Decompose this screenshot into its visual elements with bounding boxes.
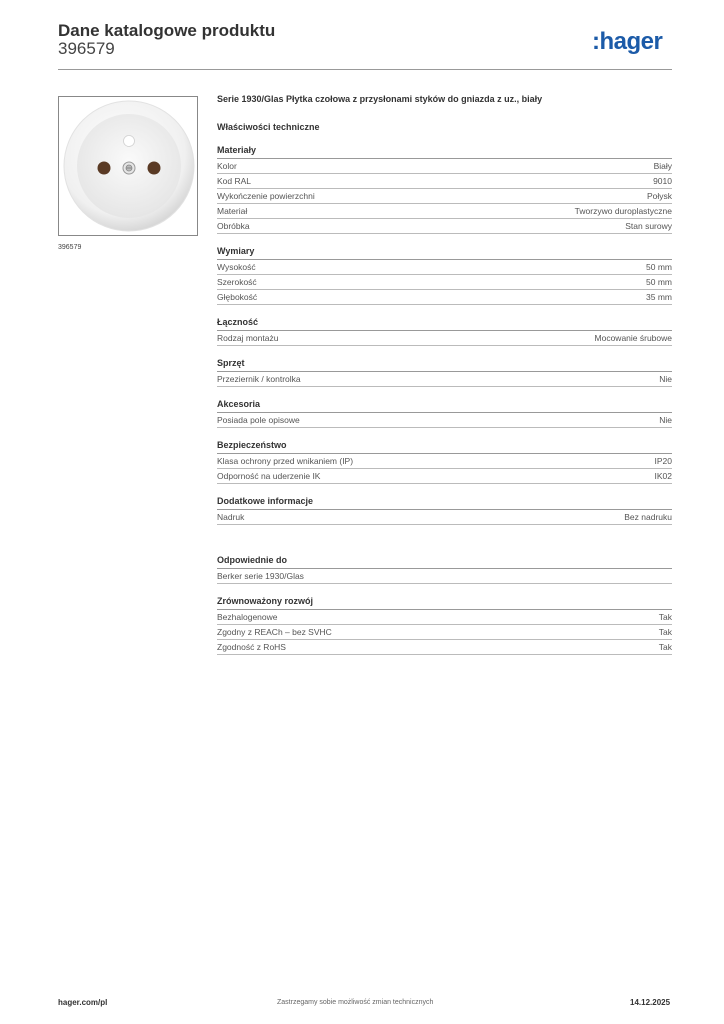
spec-row (217, 219, 672, 234)
spec-value: Nie (659, 374, 672, 384)
product-number: 396579 (58, 39, 115, 58)
spec-value: 9010 (653, 176, 672, 186)
spec-value: Nie (659, 415, 672, 425)
group-title: Dodatkowe informacje (217, 495, 672, 510)
spec-value: IK02 (654, 471, 672, 481)
spec-row (217, 331, 672, 346)
group-title: Akcesoria (217, 398, 672, 413)
footer-date: 14.12.2025 (630, 998, 671, 1007)
hager-logo: :hager (592, 28, 663, 55)
spec-value: Tak (658, 642, 672, 652)
header-divider (58, 69, 672, 70)
spec-value: 50 mm (646, 262, 672, 272)
spec-label: Bezhalogenowe (217, 612, 278, 622)
footer-note: Zastrzegamy sobie możliwość zmian technicznych (277, 999, 434, 1006)
spec-row (217, 640, 672, 655)
spec-label: Przeziernik / kontrolka (217, 374, 301, 384)
spec-label: Odporność na uderzenie IK (217, 471, 321, 481)
suitable-for-group (217, 554, 672, 584)
spec-value: Stan surowy (625, 221, 672, 231)
spec-row (217, 454, 672, 469)
spec-value: Mocowanie śrubowe (594, 333, 672, 343)
spec-group (217, 495, 672, 525)
spec-value: Biały (653, 161, 672, 171)
spec-label: Berker serie 1930/Glas (217, 571, 304, 581)
sustainability-group (217, 595, 672, 655)
section-spacer (217, 536, 672, 554)
group-title: Zrównoważony rozwój (217, 595, 672, 610)
spec-row (217, 290, 672, 305)
spec-label: Wysokość (217, 262, 256, 272)
spec-row (217, 174, 672, 189)
spec-row (217, 569, 672, 584)
spec-group (217, 439, 672, 484)
spec-value: 35 mm (646, 292, 672, 302)
spec-label: Wykończenie powierzchni (217, 191, 315, 201)
spec-row (217, 625, 672, 640)
group-title: Odpowiednie do (217, 554, 672, 569)
spec-group (217, 398, 672, 428)
spec-label: Obróbka (217, 221, 250, 231)
spec-row (217, 204, 672, 219)
spec-label: Klasa ochrony przed wnikaniem (IP) (217, 456, 354, 466)
spec-row (217, 260, 672, 275)
spec-group (217, 144, 672, 234)
spec-row (217, 372, 672, 387)
image-caption: 396579 (58, 244, 82, 251)
spec-label: Nadruk (217, 512, 245, 522)
spec-value: Tak (658, 627, 672, 637)
spec-value: IP20 (654, 456, 672, 466)
spec-row (217, 189, 672, 204)
spec-label: Głębokość (217, 292, 258, 302)
spec-group (217, 316, 672, 346)
spec-value: Tworzywo duroplastyczne (574, 206, 672, 216)
spec-label: Zgodność z RoHS (217, 642, 286, 652)
spec-row (217, 159, 672, 174)
spec-label: Szerokość (217, 277, 257, 287)
spec-value: Połysk (646, 191, 672, 201)
spec-label: Posiada pole opisowe (217, 415, 300, 425)
product-image (58, 96, 198, 236)
socket-faceplate-icon (59, 97, 197, 235)
spec-row (217, 469, 672, 484)
content-column (217, 94, 672, 666)
spec-row (217, 413, 672, 428)
spec-group (217, 357, 672, 387)
spec-label: Zgodny z REACh – bez SVHC (217, 627, 332, 637)
group-title: Łączność (217, 316, 672, 331)
spec-value: Tak (658, 612, 672, 622)
spec-label: Kod RAL (217, 176, 252, 186)
group-title: Sprzęt (217, 357, 672, 372)
spec-group (217, 245, 672, 305)
spec-label: Rodzaj montażu (217, 333, 279, 343)
page-title: Dane katalogowe produktu (58, 21, 276, 40)
spec-label: Kolor (217, 161, 237, 171)
spec-row (217, 275, 672, 290)
spec-label: Materiał (217, 206, 248, 216)
group-title: Materiały (217, 144, 672, 159)
product-description: Serie 1930/Glas Płytka czołowa z przysłonami styków do gniazda z uz., biały (217, 94, 543, 104)
technical-properties-title: Właściwości techniczne (217, 122, 320, 132)
group-title: Wymiary (217, 245, 672, 260)
spec-groups (217, 144, 672, 525)
group-title: Bezpieczeństwo (217, 439, 672, 454)
spec-value: Bez nadruku (624, 512, 672, 522)
footer-url: hager.com/pl (58, 998, 108, 1007)
spec-row (217, 610, 672, 625)
spec-value: 50 mm (646, 277, 672, 287)
spec-row (217, 510, 672, 525)
